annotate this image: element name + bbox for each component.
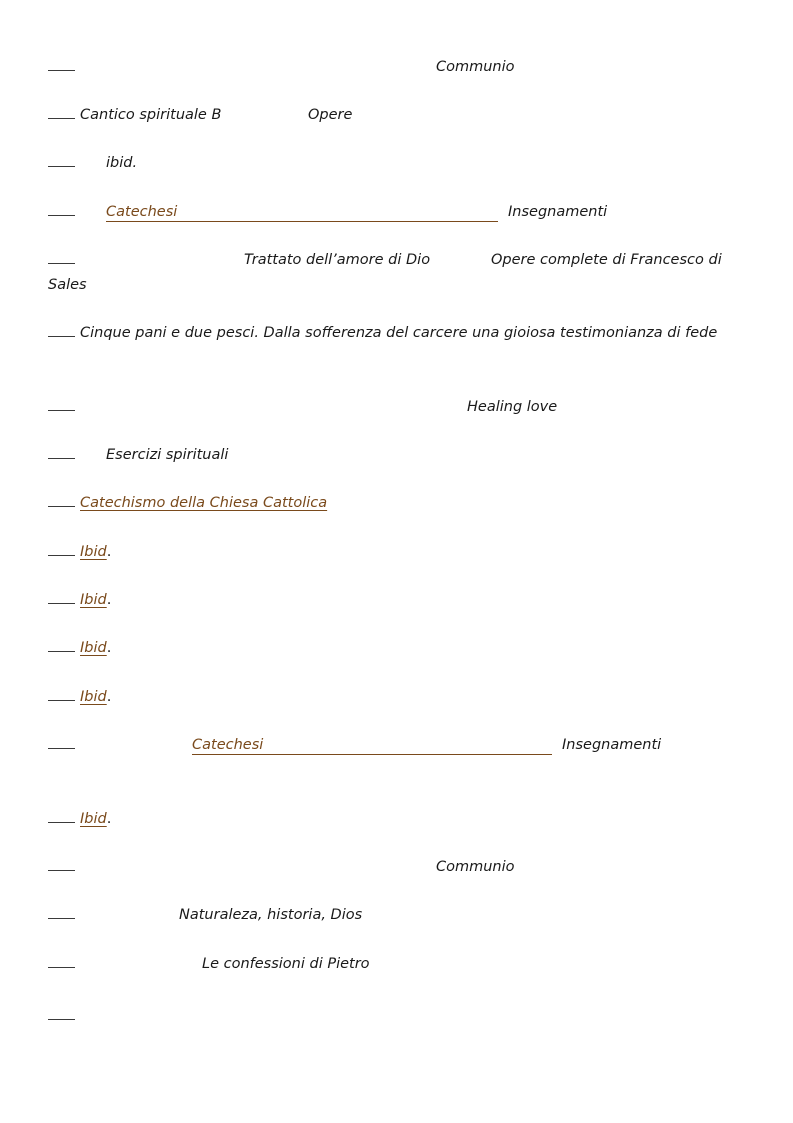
- footnote-ref-line: [48, 203, 75, 216]
- footnote-ref-line: [48, 398, 75, 411]
- ibid-link[interactable]: Ibid: [80, 592, 107, 608]
- collection-title: Insegnamenti: [562, 737, 662, 753]
- catechesi-link[interactable]: Catechesi: [106, 203, 498, 222]
- footnote-7: [48, 395, 738, 420]
- footnote-ref-line: [48, 688, 75, 701]
- footnote-ref-line: [48, 446, 75, 459]
- footnote-15: [48, 807, 738, 832]
- footnote-ref-line: [48, 955, 75, 968]
- footnote-10: [48, 540, 738, 565]
- footnote-9: [48, 491, 738, 516]
- footnote-ref-line: [48, 324, 75, 337]
- footnote-3: [48, 151, 738, 176]
- ibid-wrap: [80, 540, 111, 565]
- ibid-wrap: [80, 636, 111, 661]
- footnote-ref-line: [48, 1007, 75, 1020]
- ibid-period: .: [106, 689, 112, 705]
- footnote-13: [48, 685, 738, 710]
- footnote-5: [48, 248, 738, 298]
- ibid-wrap: [80, 588, 111, 613]
- footnote-8: [48, 443, 738, 468]
- footnote-ref-line: [48, 494, 75, 507]
- ibid-link[interactable]: Ibid: [80, 544, 107, 560]
- work-title: Cantico spirituale B: [80, 107, 222, 123]
- footnote-19: [48, 1004, 738, 1029]
- ibid-link[interactable]: Ibid: [80, 689, 107, 705]
- collection-title: Insegnamenti: [508, 204, 608, 220]
- footnote-ref-line: [48, 543, 75, 556]
- ccc-wrap: [80, 491, 327, 516]
- book-title: Healing love: [467, 399, 558, 415]
- collection-title: Opere: [308, 107, 353, 123]
- footnote-ref-line: [48, 810, 75, 823]
- ibid-link[interactable]: Ibid: [80, 811, 107, 827]
- ibid-period: .: [106, 811, 112, 827]
- footnote-1: [48, 55, 738, 80]
- ibid-period: .: [106, 640, 112, 656]
- ibid-period: .: [106, 544, 112, 560]
- collection-title-wrap: Sales: [48, 277, 87, 293]
- footnote-ref-line: [48, 736, 75, 749]
- footnote-ref-line: [48, 858, 75, 871]
- book-title: Cinque pani e due pesci. Dalla sofferenza del carcere una gioiosa testimonianza di fede: [80, 325, 718, 341]
- book-title: Le confessioni di Pietro: [202, 956, 370, 972]
- collection-title: Opere complete di Francesco di: [491, 252, 722, 268]
- footnote-14: [48, 733, 738, 758]
- ibid-text: ibid.: [106, 155, 138, 171]
- journal-title: Communio: [436, 859, 515, 875]
- footnote-ref-line: [48, 251, 75, 264]
- footnote-ref-line: [48, 906, 75, 919]
- ibid-wrap: [80, 807, 111, 832]
- footnote-4: [48, 200, 738, 225]
- footnote-2: [48, 103, 738, 128]
- footnote-11: [48, 588, 738, 613]
- footnote-ref-line: [48, 639, 75, 652]
- book-title: Naturaleza, historia, Dios: [179, 907, 363, 923]
- footnote-12: [48, 636, 738, 661]
- footnote-ref-line: [48, 154, 75, 167]
- ccc-link[interactable]: Catechismo della Chiesa Cattolica: [80, 495, 328, 511]
- catechesi-link[interactable]: Catechesi: [192, 736, 552, 755]
- footnote-17: [48, 903, 738, 928]
- footnote-6: [48, 321, 738, 346]
- footnote-16: [48, 855, 738, 880]
- ibid-period: .: [106, 592, 112, 608]
- ibid-wrap: [80, 685, 111, 710]
- footnote-ref-line: [48, 58, 75, 71]
- ibid-link[interactable]: Ibid: [80, 640, 107, 656]
- book-title: Esercizi spirituali: [106, 447, 229, 463]
- work-title: Trattato dell’amore di Dio: [244, 252, 431, 268]
- journal-title: Communio: [436, 59, 515, 75]
- footnote-ref-line: [48, 591, 75, 604]
- footnote-18: [48, 952, 738, 977]
- footnote-ref-line: [48, 106, 75, 119]
